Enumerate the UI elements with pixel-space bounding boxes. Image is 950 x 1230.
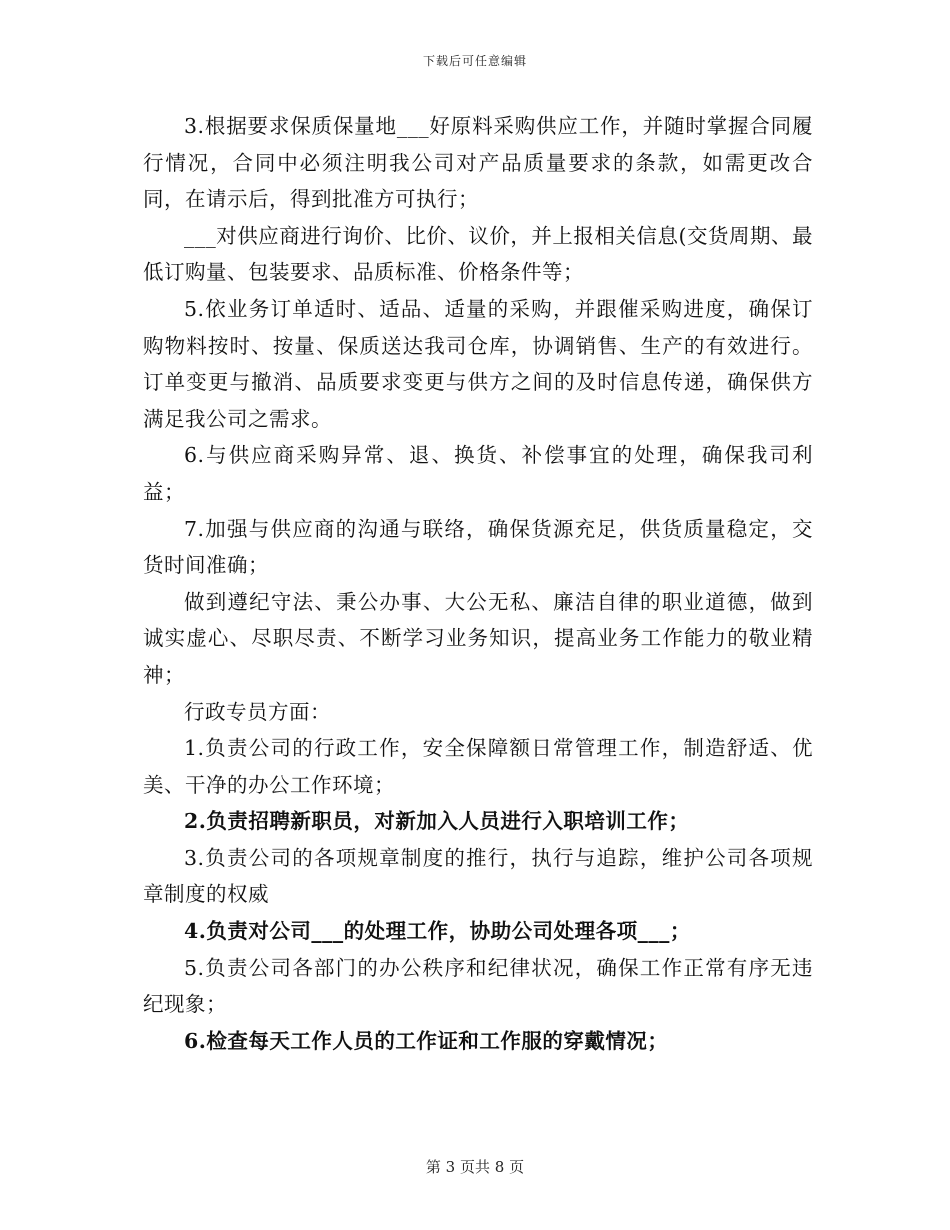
paragraph-purchase-3: 3.根据要求保质保量地___好原料采购供应工作，并随时掌握合同履行情况，合同中必须注明我公司对产品质量要求的条款，如需更改合同，在请示后，得到批准方可执行； — [143, 114, 813, 212]
paragraph-admin-1: 1.负责公司的行政工作，安全保障额日常管理工作，制造舒适、优美、干净的办公工作环境； — [143, 736, 813, 797]
paragraph-purchase-7: 7.加强与供应商的沟通与联络，确保货源充足，供货质量稳定，交货时间准确； — [143, 516, 813, 578]
paragraph-admin-5: 5.负责公司各部门的办公秩序和纪律状况，确保工作正常有序无违纪现象； — [143, 955, 813, 1017]
paragraph-admin-3: 3.负责公司的各项规章制度的推行，执行与追踪，维护公司各项规章制度的权威 — [143, 845, 813, 907]
paragraph-admin-2: 2.负责招聘新职员，对新加入人员进行入职培训工作； — [184, 809, 690, 834]
section-heading-admin: 行政专员方面： — [184, 699, 331, 724]
page-header: 下载后可任意编辑 — [422, 54, 527, 68]
document-body — [143, 108, 813, 1059]
paragraph-ethics: 做到遵纪守法、秉公办事、大公无私、廉洁自律的职业道德，做到诚实虚心、尽职尽责、不断学习业务知识，提高业务工作能力的敬业精神； — [143, 589, 813, 687]
paragraph-purchase-4: ___对供应商进行询价、比价、议价，并上报相关信息(交货周期、最低订购量、包装要求、品质标准、价格条件等； — [143, 223, 813, 285]
paragraph-admin-4: 4.负责对公司___的处理工作，协助公司处理各项___； — [184, 919, 691, 944]
paragraph-purchase-6: 6.与供应商采购异常、退、换货、补偿事宜的处理，确保我司利益； — [143, 443, 813, 504]
paragraph-purchase-5: 5.依业务订单适时、适品、适量的采购，并跟催采购进度，确保订购物料按时、按量、保质送达我司仓库，协调销售、生产的有效进行。订单变更与撤消、品质要求变更与供方之间的及时信息传递，确保供方满足我公司之需求。 — [143, 296, 813, 431]
paragraph-admin-6: 6.检查每天工作人员的工作证和工作服的穿戴情况； — [184, 1028, 669, 1053]
page-footer: 第 3 页共 8 页 — [425, 1158, 525, 1176]
